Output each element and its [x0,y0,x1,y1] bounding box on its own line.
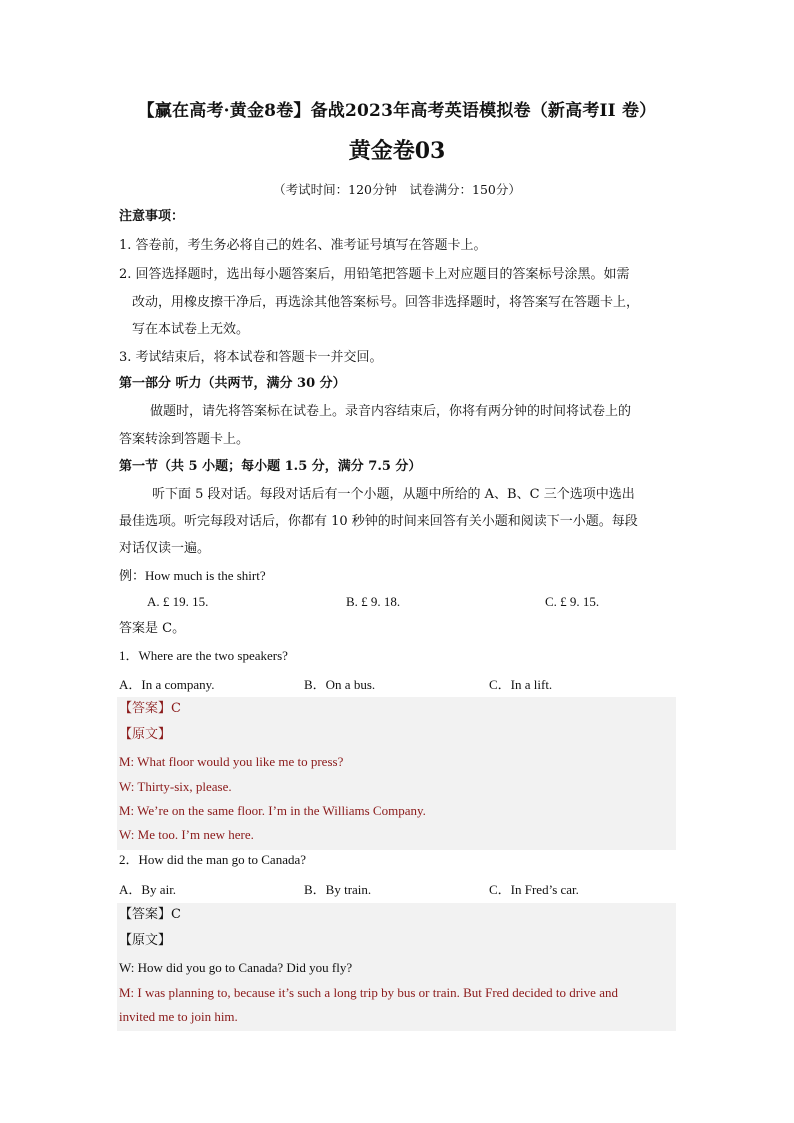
part1-intro: 答案转涂到答题卡上。 [119,432,250,447]
transcript-line: M: What floor would you like me to press? [119,754,344,769]
part1-heading: 第一部分 听力（共两节，满分 30 分） [119,376,346,391]
transcript-line: M: We’re on the same floor. I’m in the Williams Company. [119,803,426,818]
q2-option-b: B．By train. [304,882,372,897]
note-item: 2. 回答选择题时，选出每小题答案后，用铅笔把答题卡上对应题目的答案标号涂黑。如需 [119,267,630,282]
q2-transcript-label: 【原文】 [119,933,172,948]
page-title: 【赢在高考·黄金8卷】备战2023年高考英语模拟卷（新高考II 卷） [137,101,657,121]
transcript-line: W: Me too. I’m new here. [119,827,254,842]
transcript-line: W: Thirty-six, please. [119,779,232,794]
q1-option-a: A．In a company. [119,677,215,692]
q1-option-b: B．On a bus. [304,677,376,692]
section1-intro: 最佳选项。听完每段对话后，你都有 10 秒钟的时间来回答有关小题和阅读下一小题。每段 [119,514,638,529]
q2-answer: 【答案】C [119,907,181,922]
transcript-line: W: How did you go to Canada? Did you fly? [119,960,353,975]
example-question: 例：How much is the shirt? [119,568,266,583]
note-item: 改动，用橡皮擦干净后，再选涂其他答案标号。回答非选择题时，将答案写在答题卡上， [132,295,640,310]
note-item: 1. 答卷前，考生务必将自己的姓名、准考证号填写在答题卡上。 [119,238,487,253]
section1-intro: 对话仅读一遍。 [119,541,211,556]
section1-intro: 听下面 5 段对话。每段对话后有一个小题，从题中所给的 A、B、C 三个选项中选出 [152,487,635,502]
exam-meta: （考试时间：120分钟 试卷满分：150分） [273,182,521,197]
q1-transcript-label: 【原文】 [119,727,172,742]
question-2: 2．How did the man go to Canada? [119,852,307,867]
section1-heading: 第一节（共 5 小题；每小题 1.5 分，满分 7.5 分） [119,459,422,474]
q2-option-c: C．In Fred’s car. [489,882,579,897]
q1-option-c: C．In a lift. [489,677,553,692]
example-answer: 答案是 C。 [119,621,186,636]
example-option-a: A. £ 19. 15. [147,594,209,609]
note-item: 写在本试卷上无效。 [132,322,250,337]
q2-option-a: A．By air. [119,882,177,897]
notes-heading: 注意事项： [119,209,185,224]
example-option-b: B. £ 9. 18. [346,594,401,609]
q1-answer: 【答案】C [119,701,181,716]
note-item: 3. 考试结束后，将本试卷和答题卡一并交回。 [119,350,383,365]
question-1: 1．Where are the two speakers? [119,648,288,663]
paper-subtitle: 黄金卷03 [348,138,446,164]
transcript-line: invited me to join him. [119,1009,238,1024]
part1-intro: 做题时，请先将答案标在试卷上。录音内容结束后，你将有两分钟的时间将试卷上的 [150,404,632,419]
example-option-c: C. £ 9. 15. [545,594,600,609]
transcript-line: M: I was planning to, because it’s such a long trip by bus or train. But Fred decided to drive and [119,985,618,1000]
